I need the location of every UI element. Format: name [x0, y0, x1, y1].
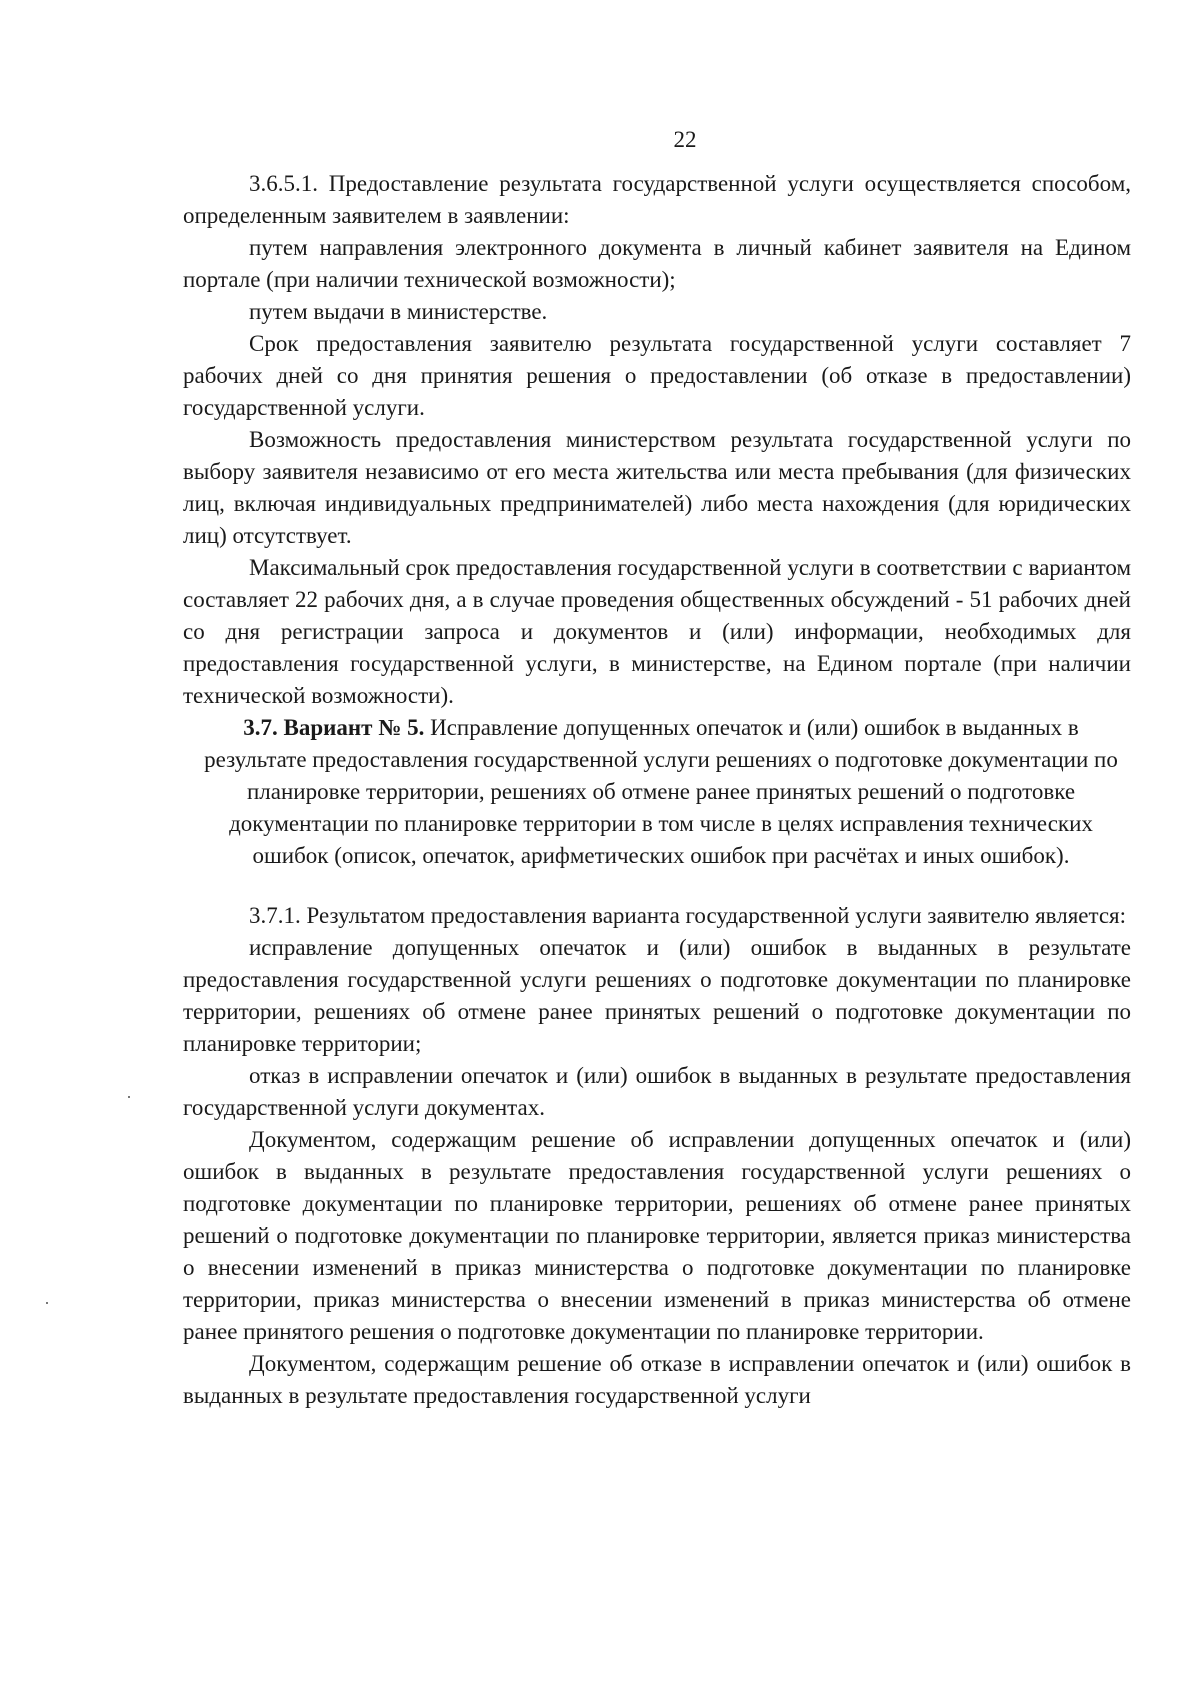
paragraph-delivery-ministry: путем выдачи в министерстве. — [249, 299, 548, 324]
page-number: 22 — [673, 127, 697, 152]
paragraph-delivery-term: Срок предоставления заявителю результата государственной услуги составляет 7 рабочих дней со дня принятия решения о предоставлении (об отказе в предоставлении) государственной услуги. — [183, 331, 1131, 420]
paragraph-delivery-electronic: путем направления электронного документа в личный кабинет заявителя на Едином портале (при наличии технической возможности); — [183, 235, 1131, 292]
paragraph-extraterritorial: Возможность предоставления министерством результата государственной услуги по выбору заявителя независимо от его места жительства или места пребывания (для физических лиц, включая индивидуальных предпринимателей) либо места нахождения (для юридических лиц) отсутствует. — [183, 427, 1131, 548]
section-heading-text: Исправление допущенных опечаток и (или) ошибок в выданных в результате предоставления государственной услуги решениях о подготовке документации по планировке территории, решениях об отмене ранее принятых решений о подготовке документации по планировке территории в том числе в целях исправления технических ошибок (описок, опечаток, арифметических ошибок при расчётах и иных ошибок). — [204, 715, 1118, 868]
paragraph-3-6-5-1: 3.6.5.1. Предоставление результата государственной услуги осуществляется способом, определенным заявителем в заявлении: — [183, 171, 1131, 228]
scan-speck — [46, 1302, 48, 1304]
paragraph-result-refusal: отказ в исправлении опечаток и (или) ошибок в выданных в результате предоставления государственной услуги документах. — [183, 1063, 1131, 1120]
paragraph-max-term: Максимальный срок предоставления государственной услуги в соответствии с вариантом составляет 22 рабочих дня, а в случае проведения общественных обсуждений - 51 рабочих дней со дня регистрации запроса и документов и (или) информации, необходимых для предоставления государственной услуги, в министерстве, на Едином портале (при наличии технической возможности). — [183, 555, 1131, 708]
paragraph-refusal-document: Документом, содержащим решение об отказе в исправлении опечаток и (или) ошибок в выданных в результате предоставления государственной услуги — [183, 1351, 1131, 1408]
paragraph-correction-document: Документом, содержащим решение об исправлении допущенных опечаток и (или) ошибок в выданных в результате предоставления государственной услуги решениях о подготовке документации по планировке территории, решениях об отмене ранее принятых решений о подготовке документации по планировке территории, является приказ министерства о внесении изменений в приказ министерства о подготовке документации по планировке территории, приказ министерства о внесении изменений в приказ министерства об отмене ранее принятого решения о подготовке документации по планировке территории. — [183, 1127, 1131, 1344]
document-body — [183, 168, 1131, 1412]
section-heading-3-7 — [183, 712, 1131, 872]
scan-speck — [128, 1096, 130, 1098]
paragraph-result-correction: исправление допущенных опечаток и (или) ошибок в выданных в результате предоставления государственной услуги решениях о подготовке документации по планировке территории, решениях об отмене ранее принятых решений о подготовке документации по планировке территории; — [183, 935, 1131, 1056]
section-heading-lead: 3.7. Вариант № 5. — [243, 715, 425, 740]
paragraph-3-7-1: 3.7.1. Результатом предоставления варианта государственной услуги заявителю является: — [249, 903, 1126, 928]
